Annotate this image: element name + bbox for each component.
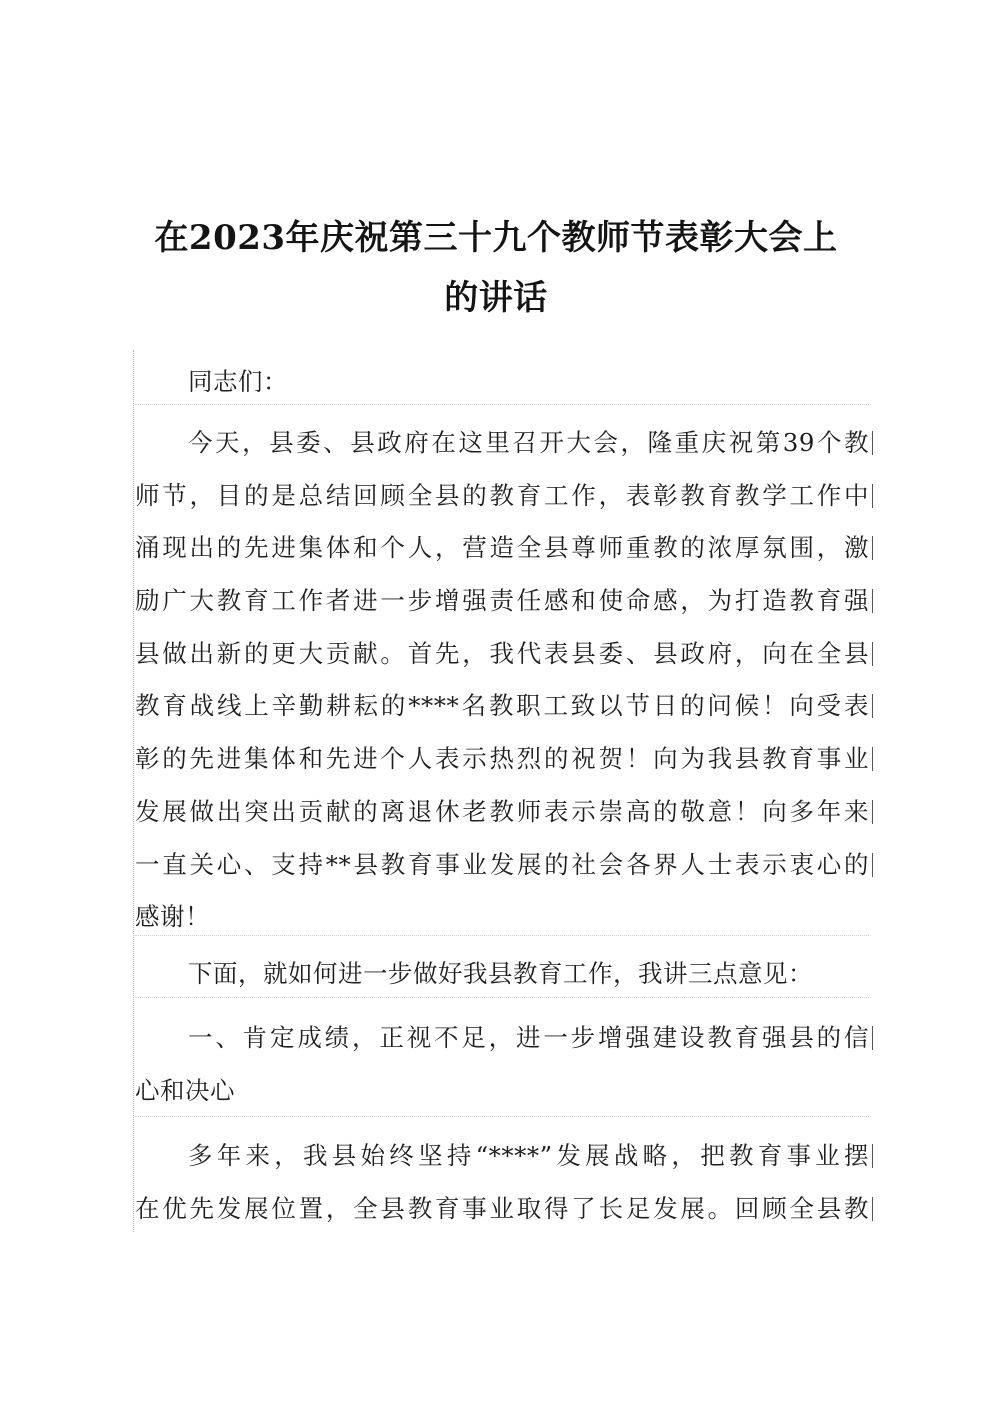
title-line: 在2023年庆祝第三十九个教师节表彰大会上 bbox=[154, 218, 838, 258]
opening-paragraph bbox=[135, 417, 869, 944]
text-line: 在优先发展位置，全县教育事业取得了长足发展。回顾全县教 bbox=[135, 1183, 869, 1236]
text-line: 涌现出的先进集体和个人，营造全县尊师重教的浓厚氛围，激 bbox=[135, 522, 869, 575]
intro-points-paragraph bbox=[135, 948, 869, 1001]
text-line: 彰的先进集体和先进个人表示热烈的祝贺！向为我县教育事业 bbox=[135, 733, 869, 786]
text-line: 县做出新的更大贡献。首先，我代表县委、县政府，向在全县 bbox=[135, 628, 869, 681]
text-line: 发展做出突出贡献的离退休老教师表示崇高的敬意！向多年来 bbox=[135, 786, 869, 839]
text-line: 一、肯定成绩，正视不足，进一步增强建设教育强县的信 bbox=[135, 1012, 869, 1065]
paragraph-separator bbox=[135, 1116, 869, 1117]
text-line: 师节，目的是总结回顾全县的教育工作，表彰教育教学工作中 bbox=[135, 470, 869, 523]
section-heading-1 bbox=[135, 1012, 869, 1117]
text-line: 今天，县委、县政府在这里召开大会，隆重庆祝第39个教 bbox=[135, 417, 869, 470]
paragraph-separator bbox=[135, 404, 869, 405]
paragraph-separator bbox=[135, 935, 869, 936]
title-line: 的讲话 bbox=[444, 278, 548, 318]
text-line: 励广大教育工作者进一步增强责任感和使命感，为打造教育强 bbox=[135, 575, 869, 628]
text-line: 感谢！ bbox=[135, 902, 210, 932]
text-line: 多年来，我县始终坚持“****”发展战略，把教育事业摆 bbox=[135, 1130, 869, 1183]
development-paragraph bbox=[135, 1130, 869, 1235]
paragraph-separator bbox=[135, 997, 869, 998]
text-line: 心和决心 bbox=[135, 1075, 235, 1105]
document-title bbox=[110, 208, 882, 328]
salutation-paragraph bbox=[135, 356, 869, 409]
text-line: 教育战线上辛勤耕耘的****名教职工致以节日的问候！向受表 bbox=[135, 680, 869, 733]
text-line: 下面，就如何进一步做好我县教育工作，我讲三点意见： bbox=[188, 959, 813, 988]
text-line: 同志们： bbox=[188, 367, 288, 396]
text-line: 一直关心、支持**县教育事业发展的社会各界人士表示衷心的 bbox=[135, 839, 869, 892]
